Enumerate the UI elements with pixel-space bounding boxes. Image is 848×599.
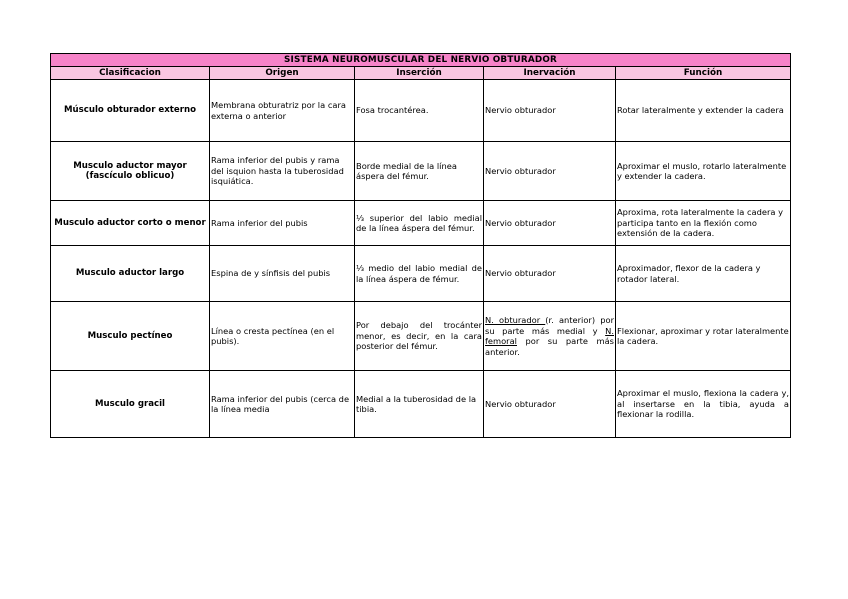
table-title: SISTEMA NEUROMUSCULAR DEL NERVIO OBTURADOR <box>51 54 791 67</box>
cell-clasificacion: Musculo aductor corto o menor <box>51 201 210 246</box>
cell-insercion: Medial a la tuberosidad de la tibia. <box>355 371 484 438</box>
cell-origen: Espina de y sínfisis del pubis <box>210 246 355 302</box>
cell-clasificacion: Musculo pectíneo <box>51 302 210 371</box>
cell-clasificacion: Musculo aductor largo <box>51 246 210 302</box>
header-origen: Origen <box>210 67 355 80</box>
cell-funcion: Aproxima, rota lateralmente la cadera y participa tanto en la flexión como extensión de la cadera. <box>616 201 791 246</box>
cell-insercion: Por debajo del trocánter menor, es decir, en la cara posterior del fémur. <box>355 302 484 371</box>
table-row <box>51 201 791 246</box>
cell-insercion: ⅓ superior del labio medial de la línea áspera del fémur. <box>355 201 484 246</box>
cell-origen: Rama inferior del pubis y rama del isquion hasta la tuberosidad isquiática. <box>210 142 355 201</box>
cell-clasificacion: Musculo aductor mayor (fascículo oblicuo) <box>51 142 210 201</box>
inervacion-detail-text: (r. anterior) por su parte más medial y <box>485 315 614 336</box>
cell-origen: Rama inferior del pubis (cerca de la línea media <box>210 371 355 438</box>
cell-inervacion: Nervio obturador <box>484 201 616 246</box>
table-row <box>51 371 791 438</box>
cell-inervacion: Nervio obturador <box>484 80 616 142</box>
table-row <box>51 142 791 201</box>
cell-inervacion: Nervio obturador <box>484 371 616 438</box>
cell-insercion: Borde medial de la línea áspera del fémur. <box>355 142 484 201</box>
cell-origen: Membrana obturatriz por la cara externa o anterior <box>210 80 355 142</box>
header-clasificacion: Clasificacion <box>51 67 210 80</box>
inervacion-detail-text-2: por su parte más anterior. <box>485 336 614 357</box>
cell-clasificacion: Musculo gracil <box>51 371 210 438</box>
nervio-obturador-text: N. obturador <box>485 315 546 325</box>
header-insercion: Inserción <box>355 67 484 80</box>
cell-insercion: ⅓ medio del labio medial de la línea áspera de fémur. <box>355 246 484 302</box>
cell-funcion: Aproximador, flexor de la cadera y rotador lateral. <box>616 246 791 302</box>
cell-origen: Rama inferior del pubis <box>210 201 355 246</box>
neuromuscular-table <box>50 53 791 438</box>
cell-inervacion: Nervio obturador <box>484 246 616 302</box>
header-funcion: Función <box>616 67 791 80</box>
cell-clasificacion: Músculo obturador externo <box>51 80 210 142</box>
table-row <box>51 80 791 142</box>
table-row <box>51 302 791 371</box>
cell-origen: Línea o cresta pectínea (en el pubis). <box>210 302 355 371</box>
cell-inervacion <box>484 302 616 371</box>
cell-funcion: Aproximar el muslo, flexiona la cadera y, al insertarse en la tibia, ayuda a flexionar la rodilla. <box>616 371 791 438</box>
cell-funcion: Flexionar, aproximar y rotar lateralmente la cadera. <box>616 302 791 371</box>
header-inervacion: Inervación <box>484 67 616 80</box>
cell-insercion: Fosa trocantérea. <box>355 80 484 142</box>
table-row <box>51 246 791 302</box>
cell-funcion: Aproximar el muslo, rotarlo lateralmente y extender la cadera. <box>616 142 791 201</box>
cell-inervacion: Nervio obturador <box>484 142 616 201</box>
cell-funcion: Rotar lateralmente y extender la cadera <box>616 80 791 142</box>
nervio-femoral-text: N. femoral <box>485 325 614 346</box>
